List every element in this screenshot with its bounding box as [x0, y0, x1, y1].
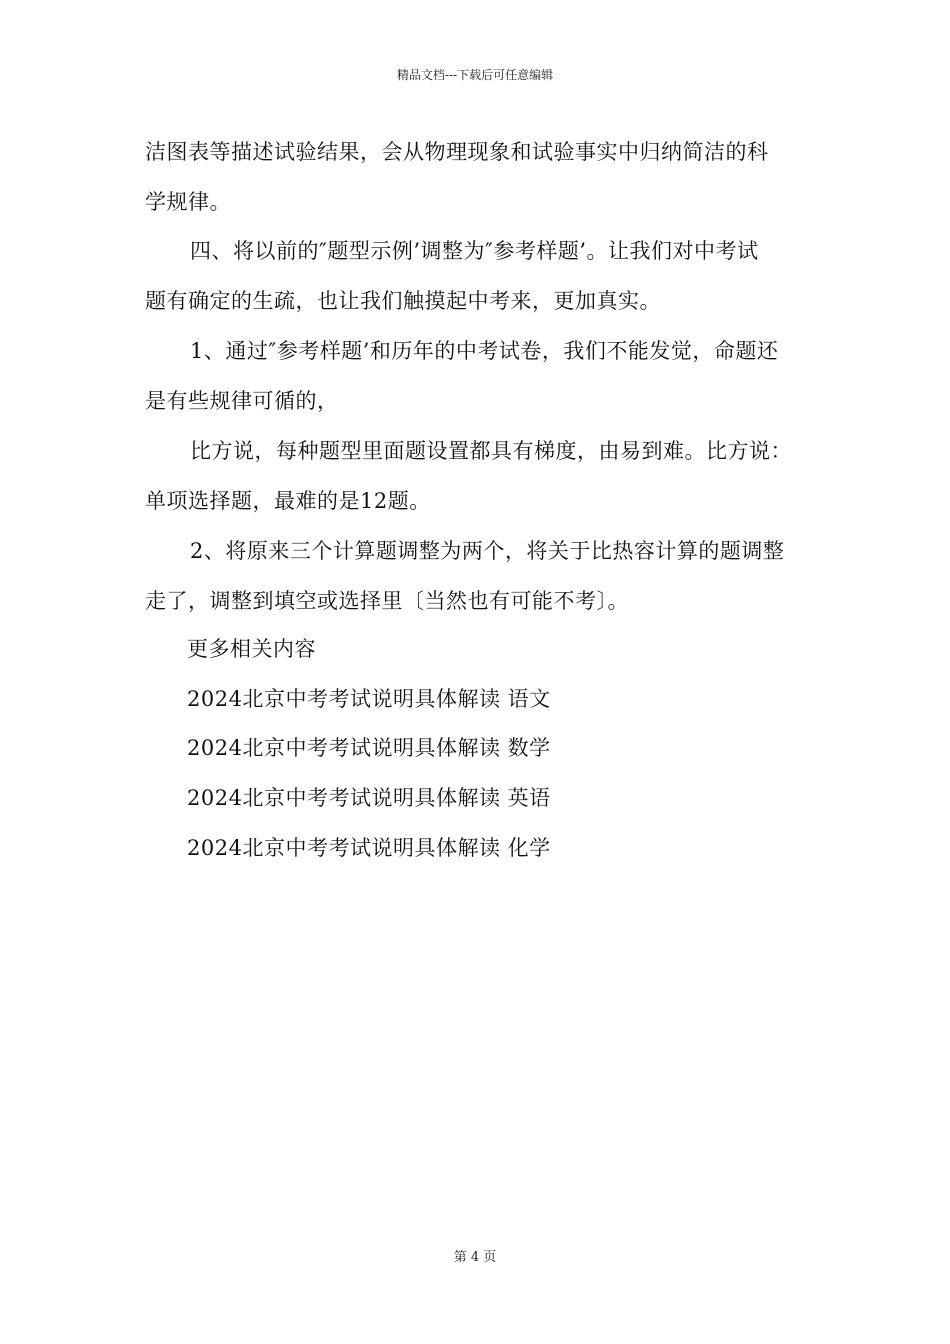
paragraph-line: 2、将原来三个计算题调整为两个，将关于比热容计算的题调整: [190, 539, 785, 563]
paragraph-line: 1、通过″参考样题’和历年的中考试卷，我们不能发觉，命题还: [190, 339, 779, 363]
related-link-math[interactable]: 2024北京中考考试说明具体解读 数学: [187, 736, 551, 760]
page-number: 第 4 页: [453, 1250, 497, 1265]
related-link-english[interactable]: 2024北京中考考试说明具体解读 英语: [187, 786, 551, 810]
paragraph-line: 洁图表等描述试验结果，会从物理现象和试验事实中归纳简洁的科: [145, 140, 769, 164]
paragraph-line: 四、将以前的″题型示例’调整为″参考样题’。让我们对中考试: [190, 239, 759, 263]
related-link-chinese[interactable]: 2024北京中考考试说明具体解读 语文: [187, 687, 551, 711]
related-link-chemistry[interactable]: 2024北京中考考试说明具体解读 化学: [187, 836, 551, 860]
paragraph-line: 走了，调整到填空或选择里〔当然也有可能不考〕。: [145, 589, 629, 613]
paragraph-line: 单项选择题，最难的是12题。: [145, 489, 431, 513]
paragraph-line: 比方说，每种题型里面题设置都具有梯度，由易到难。比方说：: [190, 439, 792, 463]
paragraph-line: 学规律。: [145, 190, 231, 214]
paragraph-line: 是有些规律可循的，: [145, 389, 339, 413]
paragraph-line: 题有确定的生疏，也让我们触摸起中考来，更加真实。: [145, 289, 661, 313]
related-content-heading: 更多相关内容: [187, 637, 316, 661]
page-header: 精品文档---下载后可任意编辑: [396, 68, 554, 82]
